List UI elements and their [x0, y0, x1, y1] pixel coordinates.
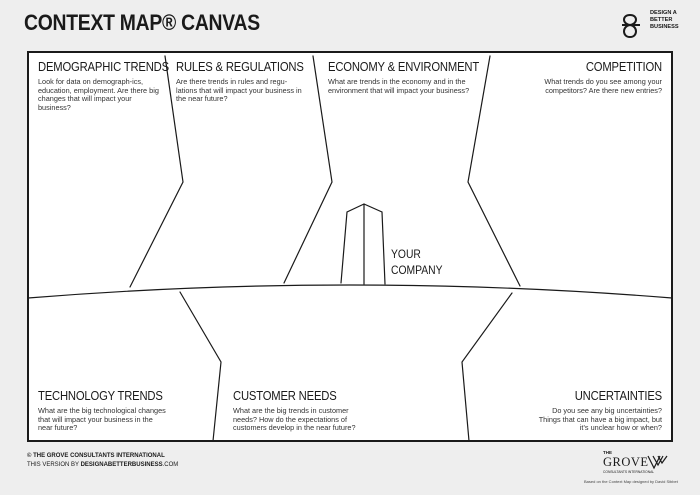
section-body: What are the big trends in customer needs? How do the expectations of customers develop in the near future? [233, 406, 356, 433]
company-building [341, 204, 385, 284]
section-demographic-trends [38, 60, 169, 112]
section-title: CUSTOMER NEEDS [233, 389, 337, 403]
footer-copyright: © THE GROVE CONSULTANTS INTERNATIONAL [27, 453, 165, 459]
section-title: UNCERTAINTIES [574, 389, 662, 403]
grove-logo-name: GROVE [603, 455, 649, 469]
horizon-line [28, 285, 672, 298]
footer-version-site: DESIGNABETTERBUSINESS [80, 462, 163, 468]
footer-design-credit: Based on the Context Map designed by David Sibbet [584, 479, 678, 484]
section-body: What are the big technological changes that will impact your business in the near future? [38, 406, 166, 433]
footer-version-prefix: THIS VERSION BY [27, 462, 81, 468]
company-line-1: YOUR [391, 249, 421, 261]
section-uncertainties [532, 390, 662, 433]
section-customer-needs [233, 390, 363, 433]
section-title: ECONOMY & ENVIRONMENT [328, 60, 480, 74]
section-body: Look for data on demograph-ics, education, employment. Are there big changes that will impact your business? [38, 77, 159, 112]
section-body: What are trends in the economy and in the environment that will impact your business? [328, 77, 470, 95]
grove-logo-subtitle: CONSULTANTS INTERNATIONAL [603, 470, 655, 474]
section-title: DEMOGRAPHIC TRENDS [38, 60, 169, 74]
your-company-label [391, 247, 443, 279]
section-economy-environment [328, 61, 478, 95]
section-body: Do you see any big uncertainties? Things that can have a big impact, but it’s unclear how or when? [538, 406, 662, 433]
section-body: What trends do you see among your competitors? Are there new entries? [544, 77, 662, 95]
grove-logo-the: THE [603, 450, 612, 455]
grove-leaf-icon [596, 452, 676, 478]
section-title: RULES & REGULATIONS [176, 60, 304, 74]
logo-line-2: BETTER [650, 17, 673, 23]
footer-version [27, 461, 178, 470]
footer-credits [27, 452, 178, 470]
section-technology-trends [38, 390, 168, 433]
divider-customer-uncertainties [462, 293, 512, 441]
section-rules-regulations [176, 61, 304, 104]
divider-technology-customer [180, 292, 221, 441]
logo-line-3: BUSINESS [650, 24, 679, 30]
footer-version-suffix: .COM [162, 462, 179, 468]
company-line-2: COMPANY [391, 265, 443, 277]
section-body: Are there trends in rules and regu-lations that will impact your business in the near future? [176, 77, 302, 104]
logo-line-1: DESIGN A [650, 10, 677, 16]
section-title: TECHNOLOGY TRENDS [38, 389, 163, 403]
page-title: CONTEXT MAP® CANVAS [24, 10, 260, 35]
section-title: COMPETITION [585, 60, 662, 74]
section-competition [532, 61, 662, 95]
